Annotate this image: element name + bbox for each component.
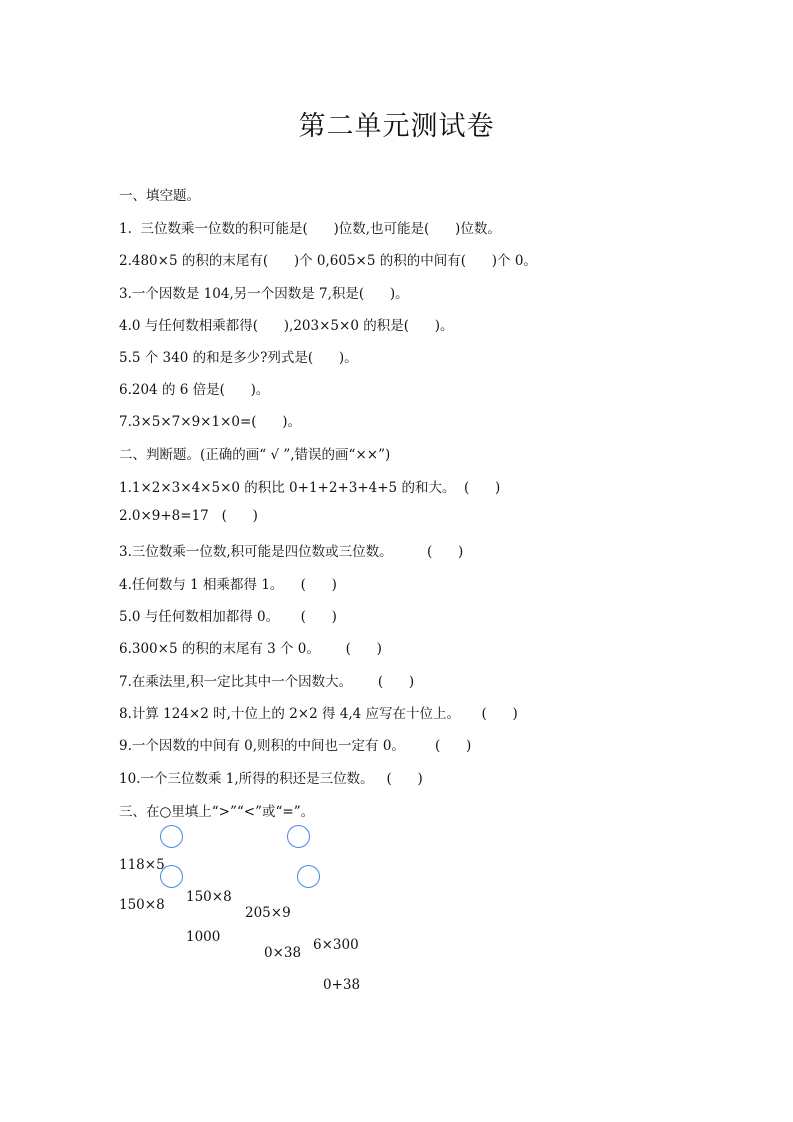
section1-heading: 一、填空题。	[119, 188, 200, 204]
fill-item-7: 7.3×5×7×9×1×0=( )。	[119, 414, 302, 430]
compare-4-left: 0×38	[264, 945, 302, 961]
compare-3-circle[interactable]	[162, 873, 181, 897]
blank-circle-icon[interactable]	[287, 825, 310, 848]
compare-2-circle[interactable]	[289, 833, 308, 857]
blank-circle-icon[interactable]	[160, 825, 183, 848]
judge-item-8: 8.计算 124×2 时,十位上的 2×2 得 4,4 应写在十位上。 ( )	[119, 706, 518, 722]
compare-1-right: 150×8	[186, 889, 232, 905]
judge-item-10: 10.一个三位数乘 1,所得的积还是三位数。 ( )	[119, 771, 423, 787]
page-title: 第二单元测试卷	[298, 111, 495, 142]
judge-item-1: 1.1×2×3×4×5×0 的积比 0+1+2+3+4+5 的和大。 ( )	[119, 480, 501, 496]
compare-4-right: 0+38	[323, 977, 361, 993]
fill-item-4: 4.0 与任何数相乘都得( ),203×5×0 的积是( )。	[119, 318, 454, 334]
fill-item-3: 3.一个因数是 104,另一个因数是 7,积是( )。	[119, 286, 409, 302]
judge-item-5: 5.0 与任何数相加都得 0。 ( )	[119, 609, 337, 625]
fill-item-1: 1. 三位数乘一位数的积可能是( )位数,也可能是( )位数。	[119, 221, 501, 237]
compare-1-left: 118×5	[119, 857, 165, 873]
fill-item-2: 2.480×5 的积的末尾有( )个 0,605×5 的积的中间有( )个 0。	[119, 253, 537, 269]
compare-4-circle[interactable]	[299, 873, 318, 897]
section3-heading: 三、在○里填上“>”“<”或“=”。	[119, 804, 315, 820]
blank-circle-icon[interactable]	[160, 865, 183, 888]
compare-2-right: 6×300	[313, 937, 359, 953]
fill-item-6: 6.204 的 6 倍是( )。	[119, 382, 270, 398]
blank-circle-icon[interactable]	[297, 865, 320, 888]
judge-item-3: 3.三位数乘一位数,积可能是四位数或三位数。 ( )	[119, 544, 464, 560]
compare-1-circle[interactable]	[162, 833, 181, 857]
judge-item-2: 2.0×9+8=17 ( )	[119, 508, 258, 524]
compare-2-left: 205×9	[245, 905, 291, 921]
judge-item-6: 6.300×5 的积的末尾有 3 个 0。 ( )	[119, 641, 382, 657]
judge-item-4: 4.任何数与 1 相乘都得 1。 ( )	[119, 577, 337, 593]
compare-3-right: 1000	[186, 929, 221, 945]
section2-heading: 二、判断题。(正确的画“ √ ”,错误的画“××”)	[119, 447, 391, 463]
compare-3-left: 150×8	[119, 897, 165, 913]
judge-item-7: 7.在乘法里,积一定比其中一个因数大。 ( )	[119, 674, 415, 690]
judge-item-9: 9.一个因数的中间有 0,则积的中间也一定有 0。 ( )	[119, 738, 472, 754]
fill-item-5: 5.5 个 340 的和是多少?列式是( )。	[119, 350, 358, 366]
